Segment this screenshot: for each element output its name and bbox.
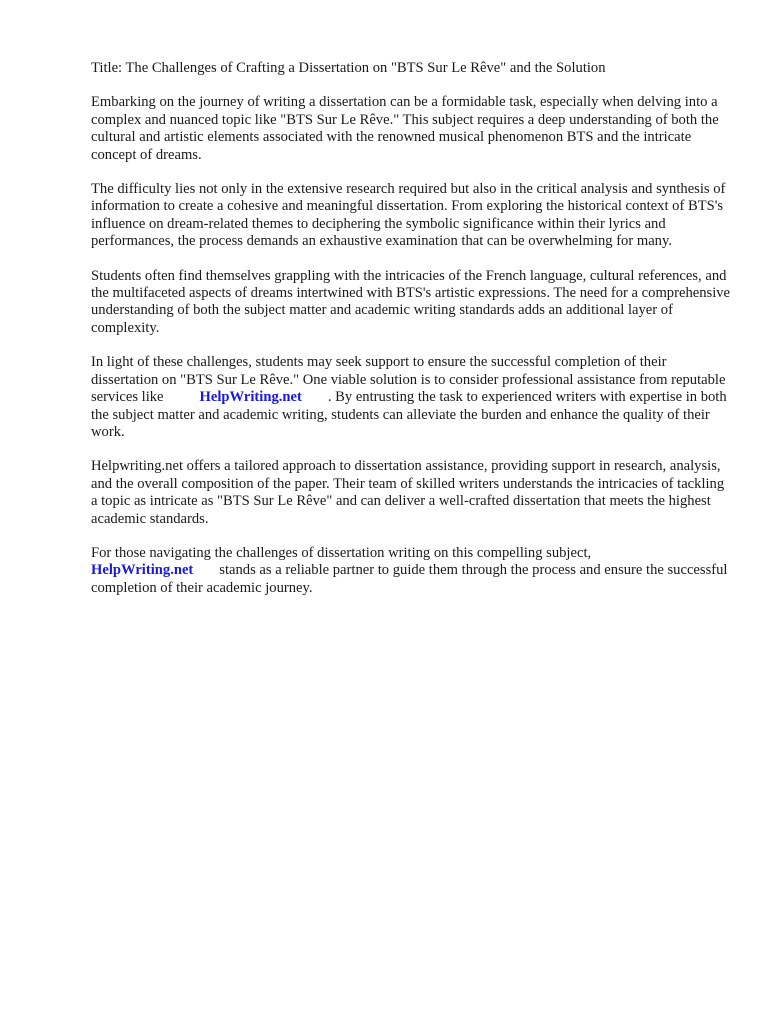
- document-page: [91, 60, 731, 614]
- paragraph-intro: Embarking on the journey of writing a dissertation can be a formidable task, especially when delving into a complex and nuanced topic like "BTS Sur Le Rêve." This subject requires a deep understanding of both the cultural and artistic elements associated with the renowned musical phenomenon BTS and the intricate concept of dreams.: [91, 94, 719, 163]
- paragraph-closing: [91, 545, 731, 597]
- paragraph-solution-text-after: . By entrusting the task to experienced writers with expertise in both the subject matter and academic writing, students can alleviate the burden and enhance the quality of their work.: [91, 389, 727, 440]
- paragraph-difficulty: The difficulty lies not only in the extensive research required but also in the critical analysis and synthesis of information to create a cohesive and meaningful dissertation. From exploring the historical context of BTS's influence on dream-related themes to deciphering the symbolic significance within their lyrics and performances, the process demands an exhaustive examination that can be overwhelming for many.: [91, 181, 726, 250]
- paragraph-closing-text-before: For those navigating the challenges of dissertation writing on this compelling subject,: [91, 544, 592, 561]
- helpwriting-link[interactable]: HelpWriting.net: [199, 389, 302, 406]
- paragraph-solution: [91, 354, 731, 441]
- paragraph-solution-text-before: In light of these challenges, students may seek support to ensure the successful completion of their dissertation on "BTS Sur Le Rêve." One viable solution is to consider professional assistance from reputable services like: [91, 354, 726, 406]
- paragraph-offer: Helpwriting.net offers a tailored approach to dissertation assistance, providing support in research, analysis, and the overall composition of the paper. Their team of skilled writers understands the intricacies of tackling a topic as intricate as "BTS Sur Le Rêve" and can deliver a well-crafted dissertation that meets the highest academic standards.: [91, 458, 725, 527]
- paragraph-closing-text-after: stands as a reliable partner to guide them through the process and ensure the successful completion of their academic journey.: [91, 562, 728, 596]
- helpwriting-link-closing[interactable]: HelpWriting.net: [91, 562, 194, 579]
- document-title: Title: The Challenges of Crafting a Dissertation on "BTS Sur Le Rêve" and the Solution: [91, 60, 606, 76]
- paragraph-students: Students often find themselves grappling with the intricacies of the French language, cultural references, and the multifaceted aspects of dreams intertwined with BTS's artistic expressions. The need for a comprehensive understanding of both the subject matter and academic writing standards adds an additional layer of complexity.: [91, 267, 731, 336]
